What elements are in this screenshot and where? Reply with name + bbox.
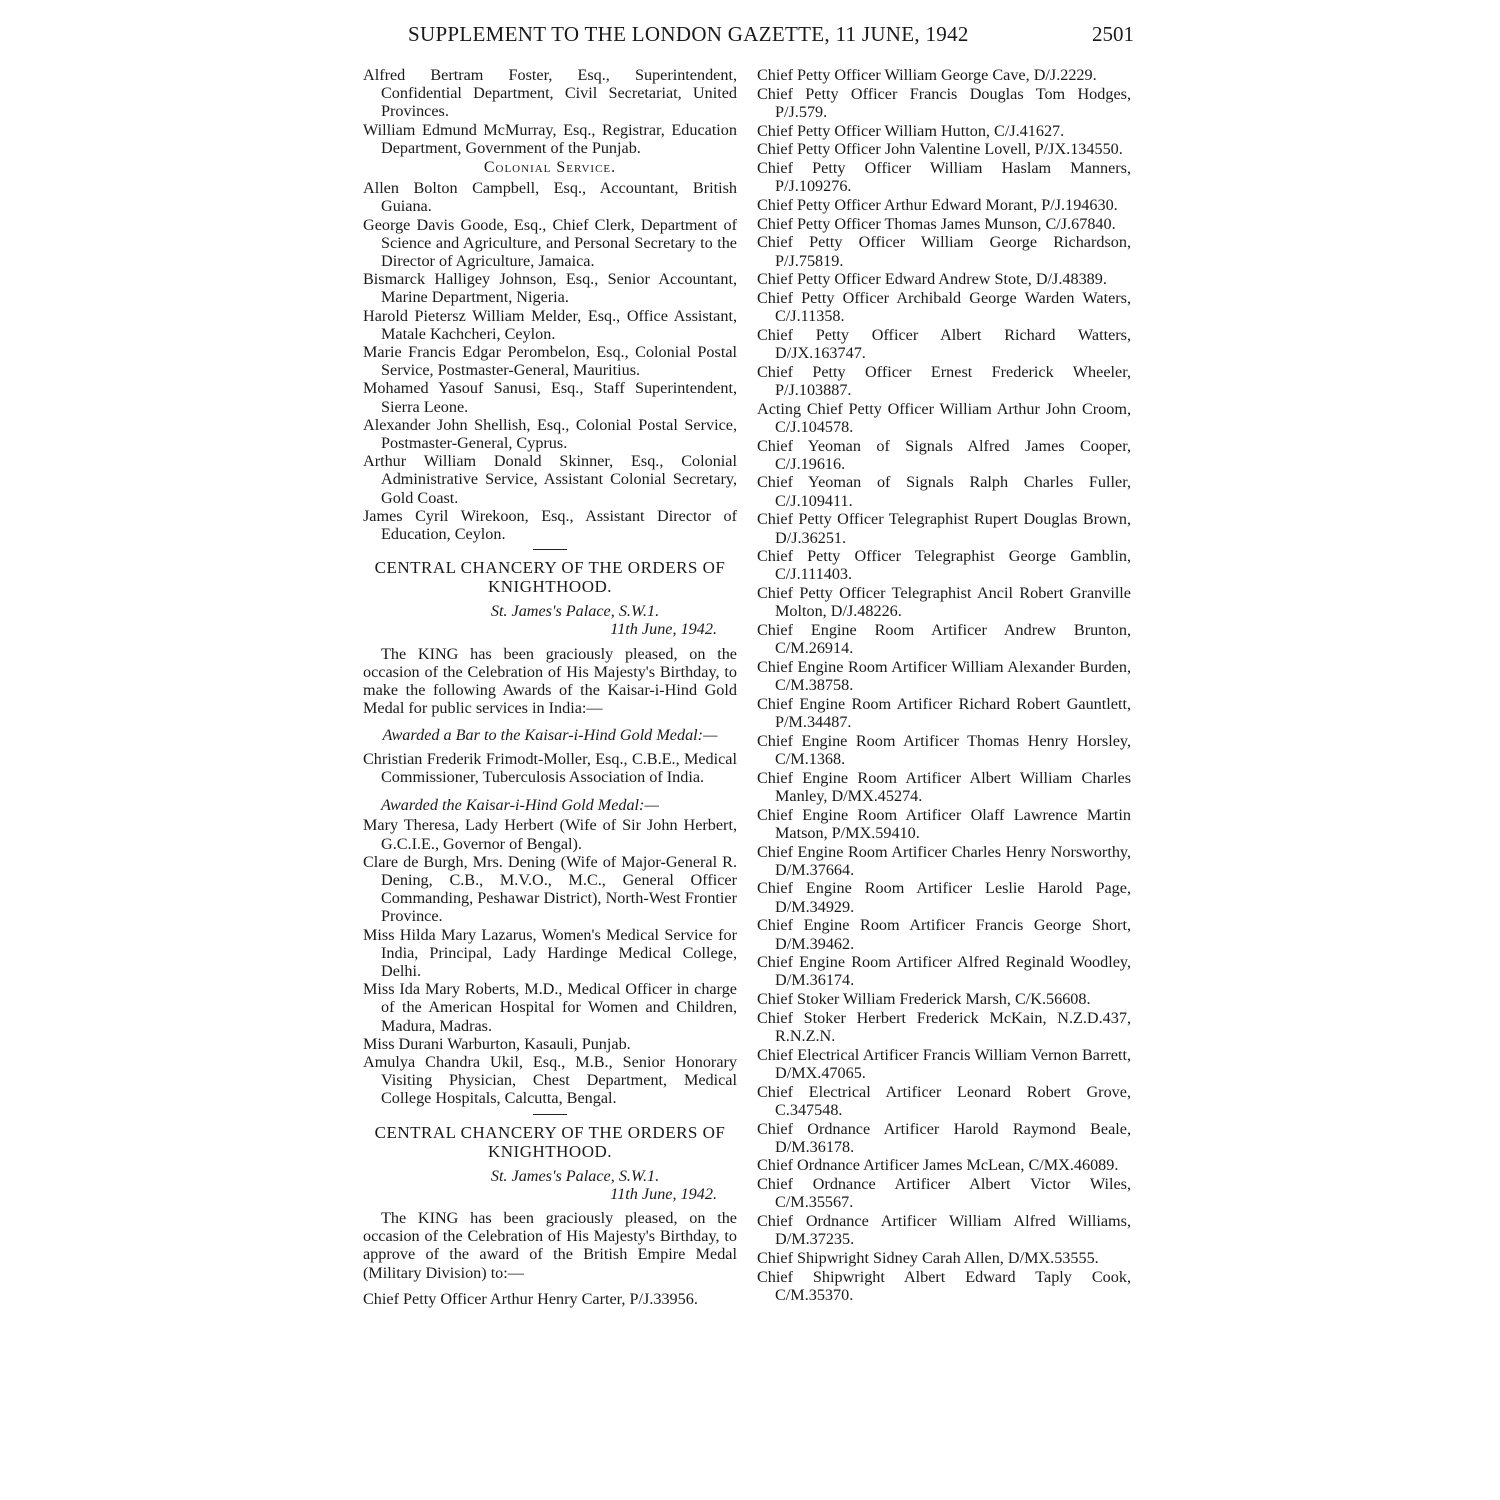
page-number: 2501 <box>1092 22 1134 46</box>
list-item: Chief Petty Officer Francis Douglas Tom Hodges, P/J.579. <box>757 84 1131 121</box>
list-item: Chief Engine Room Artificer Olaff Lawrence Martin Matson, P/MX.59410. <box>757 805 1131 842</box>
list-item: Harold Pietersz William Melder, Esq., Office Assistant, Matale Kachcheri, Ceylon. <box>363 306 737 343</box>
list-item: Chief Engine Room Artificer William Alexander Burden, C/M.38758. <box>757 658 1131 695</box>
list-item: Christian Frederik Frimodt-Moller, Esq., C.B.E., Medical Commissioner, Tuberculosis Association of India. <box>363 749 737 786</box>
list-item: Chief Engine Room Artificer Thomas Henry Horsley, C/M.1368. <box>757 731 1131 769</box>
list-item: Chief Petty Officer Edward Andrew Stote, D/J.48389. <box>757 270 1107 289</box>
bar-heading: Awarded a Bar to the Kaisar-i-Hind Gold Medal:— <box>382 725 718 744</box>
list-item: Allen Bolton Campbell, Esq., Accountant, British Guiana. <box>363 179 737 216</box>
list-item: Chief Ordnance Artificer William Alfred Williams, D/M.37235. <box>757 1212 1131 1249</box>
list-item: Chief Petty Officer Arthur Henry Carter, P/J.33956. <box>363 1289 698 1308</box>
date-day: 11th June, 1942. <box>610 1184 717 1203</box>
list-item: Chief Petty Officer John Valentine Lovell, P/JX.134550. <box>757 140 1123 159</box>
list-item: Chief Petty Officer William George Richardson, P/J.75819. <box>757 233 1131 270</box>
list-item: Miss Ida Mary Roberts, M.D., Medical Officer in charge of the American Hospital for Women and Children, Madura, Madras. <box>363 980 737 1035</box>
list-item: Clare de Burgh, Mrs. Dening (Wife of Major-General R. Dening, C.B., M.V.O., M.C., General Officer Commanding, Peshawar District), North-West Frontier Province. <box>363 852 737 926</box>
page-header <box>408 22 1134 52</box>
chancery-heading: CENTRAL CHANCERY OF THE ORDERS OF KNIGHTHOOD. <box>374 1122 726 1161</box>
place-line: St. James's Palace, S.W.1. <box>490 1166 660 1185</box>
medal-heading: Awarded the Kaisar-i-Hind Gold Medal:— <box>381 796 659 815</box>
list-item: Chief Ordnance Artificer Albert Victor Wiles, C/M.35567. <box>757 1175 1131 1212</box>
right-column <box>757 66 1131 1305</box>
list-item: Chief Petty Officer Albert Richard Watters, D/JX.163747. <box>757 325 1131 363</box>
list-item: Chief Stoker Herbert Frederick McKain, N.Z.D.437, R.N.Z.N. <box>757 1008 1131 1046</box>
list-item: Chief Stoker William Frederick Marsh, C/K.56608. <box>757 990 1091 1009</box>
list-item: Chief Petty Officer Ernest Frederick Wheeler, P/J.103887. <box>757 362 1131 399</box>
list-item: Chief Petty Officer Arthur Edward Morant, P/J.194630. <box>757 195 1118 214</box>
list-item: Chief Petty Officer Telegraphist Rupert Douglas Brown, D/J.36251. <box>757 510 1131 547</box>
list-item: Chief Engine Room Artificer Richard Robert Gauntlett, P/M.34487. <box>757 694 1131 732</box>
list-item: Marie Francis Edgar Perombelon, Esq., Colonial Postal Service, Postmaster-General, Mauritius. <box>363 343 737 380</box>
list-item: James Cyril Wirekoon, Esq., Assistant Director of Education, Ceylon. <box>363 506 737 544</box>
list-item: Chief Petty Officer Archibald George Warden Waters, C/J.11358. <box>757 288 1131 326</box>
list-item: Chief Electrical Artificer Leonard Robert Grove, C.347548. <box>757 1082 1131 1119</box>
list-item: Chief Petty Officer William George Cave, D/J.2229. <box>757 66 1097 84</box>
list-item: Chief Electrical Artificer Francis William Vernon Barrett, D/MX.47065. <box>757 1045 1131 1082</box>
list-item: Acting Chief Petty Officer William Arthur John Croom, C/J.104578. <box>757 399 1131 436</box>
list-item: Chief Shipwright Albert Edward Taply Cook, C/M.35370. <box>757 1267 1131 1304</box>
chancery-heading: CENTRAL CHANCERY OF THE ORDERS OF KNIGHTHOOD. <box>374 558 726 597</box>
list-item: William Edmund McMurray, Esq., Registrar, Education Department, Government of the Punjab. <box>363 120 737 157</box>
date-line <box>363 1185 737 1203</box>
list-item: Chief Engine Room Artificer Albert William Charles Manley, D/MX.45274. <box>757 768 1131 805</box>
list-item: George Davis Goode, Esq., Chief Clerk, Department of Science and Agriculture, and Personal Secretary to the Director of Agriculture, Jamaica. <box>363 215 737 271</box>
list-item: Chief Petty Officer William Hutton, C/J.41627. <box>757 121 1065 140</box>
list-item: Arthur William Donald Skinner, Esq., Colonial Administrative Service, Assistant Colonial Secretary, Gold Coast. <box>363 452 737 507</box>
list-item: Chief Ordnance Artificer James McLean, C/MX.46089. <box>757 1156 1119 1175</box>
section-divider <box>533 549 567 550</box>
left-column <box>363 66 737 1308</box>
list-item: Chief Yeoman of Signals Alfred James Cooper, C/J.19616. <box>757 436 1131 473</box>
list-item: Chief Ordnance Artificer Harold Raymond Beale, D/M.36178. <box>757 1119 1131 1156</box>
list-item: Chief Engine Room Artificer Alfred Reginald Woodley, D/M.36174. <box>757 953 1131 990</box>
list-item: Chief Petty Officer William Haslam Manners, P/J.109276. <box>757 159 1131 196</box>
date-day: 11th June, 1942. <box>610 620 717 639</box>
list-item: Chief Engine Room Artificer Francis George Short, D/M.39462. <box>757 916 1131 953</box>
list-item: Alfred Bertram Foster, Esq., Superintendent, Confidential Department, Civil Secretariat, United Provinces. <box>363 66 737 121</box>
award-intro: The KING has been graciously pleased, on the occasion of the Celebration of His Majesty's Birthday, to approve of the award of the British Empire Medal (Military Division) to:— <box>363 1208 737 1282</box>
award-intro: The KING has been graciously pleased, on the occasion of the Celebration of His Majesty's Birthday, to make the following Awards of the Kaisar-i-Hind Gold Medal for public services in India:— <box>363 644 737 718</box>
list-item: Mohamed Yasouf Sanusi, Esq., Staff Superintendent, Sierra Leone. <box>363 379 737 416</box>
list-item: Chief Petty Officer Telegraphist George Gamblin, C/J.111403. <box>757 547 1131 584</box>
list-item: Chief Petty Officer Thomas James Munson, C/J.67840. <box>757 214 1116 233</box>
gazette-title: SUPPLEMENT TO THE LONDON GAZETTE, 11 JUNE, 1942 <box>408 22 969 46</box>
list-item: Chief Engine Room Artificer Leslie Harold Page, D/M.34929. <box>757 879 1131 916</box>
list-item: Chief Petty Officer Telegraphist Ancil Robert Granville Molton, D/J.48226. <box>757 584 1131 621</box>
list-item: Chief Shipwright Sidney Carah Allen, D/MX.53555. <box>757 1249 1099 1267</box>
list-item: Mary Theresa, Lady Herbert (Wife of Sir John Herbert, G.C.I.E., Governor of Bengal). <box>363 816 737 853</box>
place-line: St. James's Palace, S.W.1. <box>490 602 660 621</box>
list-item: Chief Engine Room Artificer Andrew Brunton, C/M.26914. <box>757 621 1131 658</box>
list-item: Amulya Chandra Ukil, Esq., M.B., Senior Honorary Visiting Physician, Chest Department, Medical College Hospitals, Calcutta, Bengal. <box>363 1052 737 1108</box>
list-item: Chief Yeoman of Signals Ralph Charles Fuller, C/J.109411. <box>757 473 1131 510</box>
list-item: Alexander John Shellish, Esq., Colonial Postal Service, Postmaster-General, Cyprus. <box>363 415 737 453</box>
list-item: Bismarck Halligey Johnson, Esq., Senior Accountant, Marine Department, Nigeria. <box>363 270 737 307</box>
date-line <box>363 620 737 638</box>
list-item: Chief Engine Room Artificer Charles Henry Norsworthy, D/M.37664. <box>757 842 1131 879</box>
section-heading-colonial: Colonial Service. <box>483 159 617 177</box>
list-item: Miss Durani Warburton, Kasauli, Punjab. <box>363 1034 631 1053</box>
list-item: Miss Hilda Mary Lazarus, Women's Medical Service for India, Principal, Lady Hardinge Medical College, Delhi. <box>363 925 737 980</box>
section-divider <box>533 1114 567 1115</box>
